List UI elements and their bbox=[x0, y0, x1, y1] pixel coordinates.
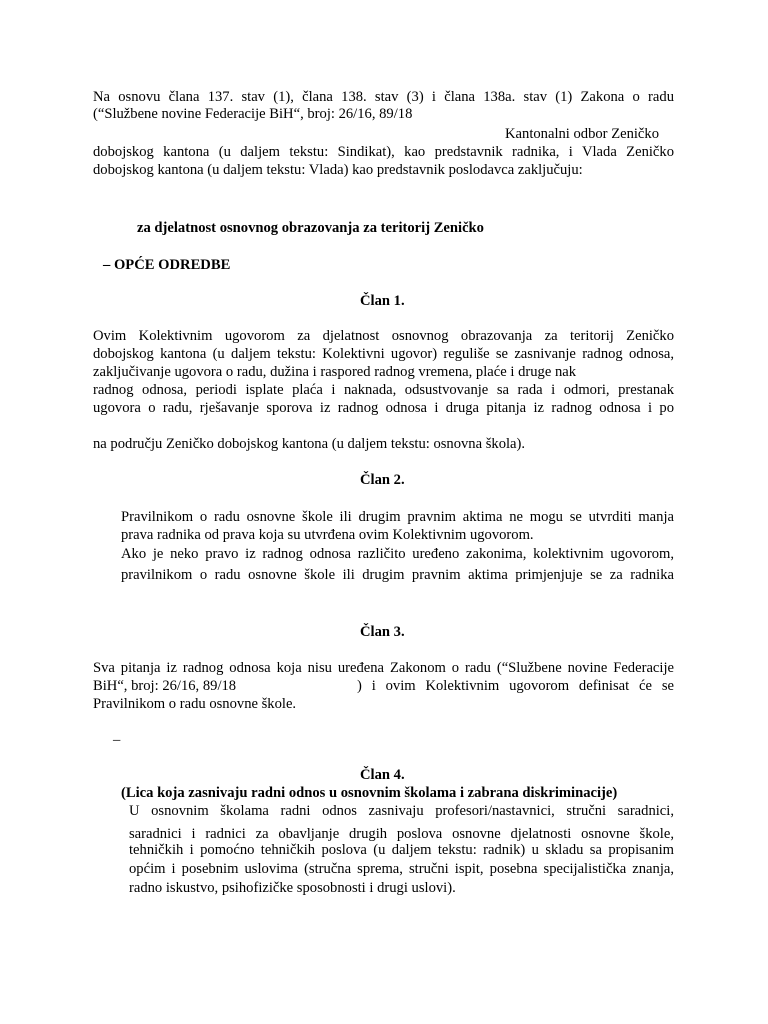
clan-4-title: Član 4. bbox=[360, 767, 405, 783]
clan-2-line-1: Pravilnikom o radu osnovne škole ili drugim pravnim aktima ne mogu se utvrditi manja bbox=[121, 509, 674, 525]
intro-line-2: (“Službene novine Federacije BiH“, broj: 26/16, 89/18 bbox=[93, 106, 413, 122]
intro-line-4: dobojskog kantona (u daljem tekstu: Sindikat), kao predstavnik radnika, i Vlada Zeničko bbox=[93, 144, 674, 160]
clan-4-line-2: saradnici i radnici za obavljanje drugih poslova osnovne djelatnosti osnovne škole, bbox=[129, 826, 674, 842]
clan-1-title: Član 1. bbox=[360, 293, 405, 309]
clan-1-line-3: zaključivanje ugovora o radu, dužina i raspored radnog vremena, plaće i druge nak bbox=[93, 364, 577, 380]
clan-3-line-3: Pravilnikom o radu osnovne škole. bbox=[93, 696, 297, 712]
clan-1-line-4: radnog odnosa, periodi isplate plaća i naknada, odsustvovanje sa rada i odmori, prestanak bbox=[93, 382, 674, 398]
intro-line-3: Kantonalni odbor Zeničko bbox=[505, 126, 660, 142]
clan-3-line-1: Sva pitanja iz radnog odnosa koja nisu uređena Zakonom o radu (“Službene novine Federacije bbox=[93, 660, 674, 676]
intro-line-5: dobojskog kantona (u daljem tekstu: Vlada) kao predstavnik poslodavca zaključuju: bbox=[93, 162, 583, 178]
clan-2-line-4: pravilnikom o radu osnovne škole ili drugim pravnim aktima primjenjuje se za radnika bbox=[121, 567, 674, 583]
clan-2-line-3: Ako je neko pravo iz radnog odnosa različito uređeno zakonima, kolektivnim ugovorom, bbox=[121, 546, 674, 562]
intro-line-1: Na osnovu člana 137. stav (1), člana 138. stav (3) i člana 138a. stav (1) Zakona o radu bbox=[93, 89, 674, 105]
clan-4-line-1: U osnovnim školama radni odnos zasnivaju profesori/nastavnici, stručni saradnici, bbox=[129, 803, 674, 819]
clan-1-line-2: dobojskog kantona (u daljem tekstu: Kolektivni ugovor) reguliše se zasnivanje radnog odnosa, bbox=[93, 346, 674, 362]
clan-4-line-4: općim i posebnim uslovima (stručna sprema, stručni ispit, posebna specijalistička znanja, bbox=[129, 861, 674, 877]
clan-2-title: Član 2. bbox=[360, 472, 405, 488]
clan-4-line-5: radno iskustvo, psihofizičke sposobnosti i drugi uslovi). bbox=[129, 880, 456, 896]
clan-4-line-3: tehničkih i pomoćno tehničkih poslova (u daljem tekstu: radnik) u skladu sa propisanim bbox=[129, 842, 674, 858]
document-subtitle: za djelatnost osnovnog obrazovanja za teritorij Zeničko bbox=[137, 220, 484, 236]
clan-4-subtitle: (Lica koja zasnivaju radni odnos u osnovnim školama i zabrana diskriminacije) bbox=[121, 785, 618, 801]
clan-3-line-2a: BiH“, broj: 26/16, 89/18 bbox=[93, 678, 237, 694]
clan-1-line-5: ugovora o radu, rješavanje sporova iz radnog odnosa i druga pitanja iz radnog odnosa i po bbox=[93, 400, 674, 416]
clan-1-line-6: na području Zeničko dobojskog kantona (u daljem tekstu: osnovna škola). bbox=[93, 436, 526, 452]
clan-1-line-1: Ovim Kolektivnim ugovorom za djelatnost osnovnog obrazovanja za teritorij Zeničko bbox=[93, 328, 674, 344]
clan-2-line-2: prava radnika od prava koja su utvrđena ovim Kolektivnim ugovorom. bbox=[121, 527, 534, 543]
clan-3-line-2b: ) i ovim Kolektivnim ugovorom definisat će se bbox=[357, 678, 674, 694]
dash-marker: – bbox=[113, 732, 121, 748]
clan-3-title: Član 3. bbox=[360, 624, 405, 640]
section-heading: – OPĆE ODREDBE bbox=[103, 257, 231, 273]
